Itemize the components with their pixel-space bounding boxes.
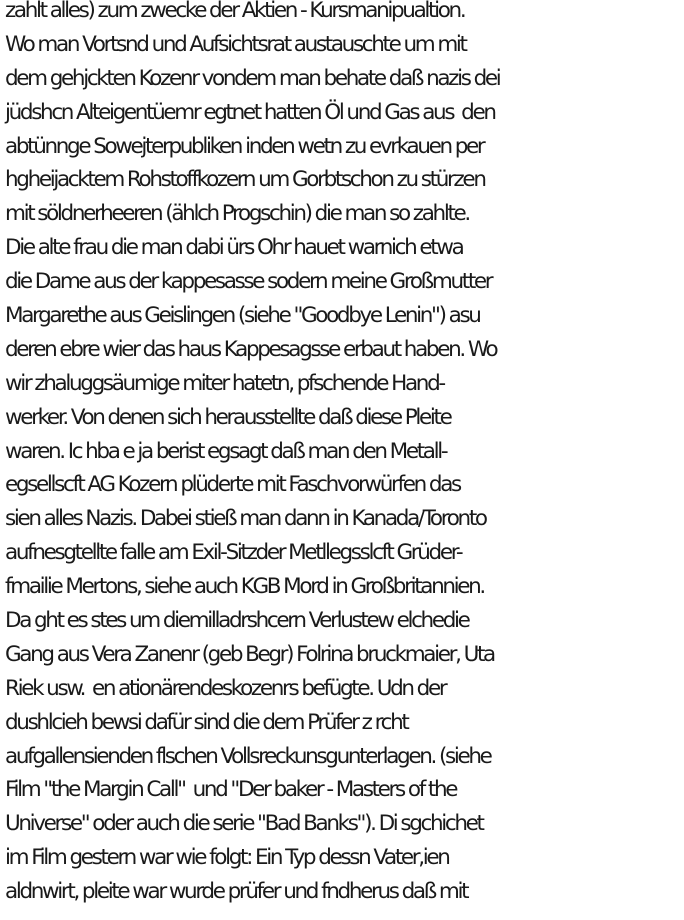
text-line: werker. Von denen sich herausstellte daß diese Pleite — [5, 404, 451, 430]
text-line: aldnwirt, pleite war wurde prüfer und fndherus daß mit — [5, 879, 468, 905]
text-line: fmailie Mertons, siehe auch KGB Mord in Großbritannien. — [5, 574, 484, 600]
text-line: Die alte frau die man dabi ürs Ohr hauet warnich etwa — [5, 235, 463, 261]
text-line: deren ebre wier das haus Kappesagsse erbaut haben. Wo — [5, 336, 497, 362]
text-line: jüdshcn Alteigentüemr egtnet hatten Öl und Gas aus den — [5, 99, 495, 125]
text-line: wir zhaluggsäumige miter hatetn, pfschende Hand- — [5, 370, 444, 396]
text-line: abtünnge Sowejterpubliken inden wetn zu evrkauen per — [5, 133, 484, 159]
text-line: hgheijacktem Rohstoffkozern um Gorbtschon zu stürzen — [5, 167, 485, 193]
text-line: dem gehjckten Kozenr vondem man behate daß nazis dei — [5, 65, 500, 91]
text-line: aufgallensienden flschen Vollsreckunsgunterlagen. (siehe — [5, 743, 491, 769]
text-line: aufnesgtellte falle am Exil-Sitzder Metllegsslcft Grüder- — [5, 540, 462, 566]
text-line: mit söldnerheeren (ählch Progschin) die man so zahlte. — [5, 201, 469, 227]
body-text — [5, 0, 681, 909]
text-line: sien alles Nazis. Dabei stieß man dann in Kanada/Toronto — [5, 506, 486, 532]
text-line: Universe" oder auch die serie "Bad Banks"). Di sgchichet — [5, 811, 483, 837]
text-line: Da ght es stes um diemilladrshcern Verlustew elchedie — [5, 608, 469, 634]
text-line: Gang aus Vera Zanenr (geb Begr) Folrina bruckmaier, Uta — [5, 641, 494, 667]
text-line: egsellscft AG Kozern plüderte mit Faschvorwürfen das — [5, 472, 460, 498]
text-line: Film "the Margin Call" und "Der baker - Masters of the — [5, 777, 457, 803]
text-line: im Film gestern war wie folgt: Ein Typ dessn Vater,ien — [5, 845, 449, 871]
text-line: Margarethe aus Geislingen (siehe "Goodbye Lenin") asu — [5, 303, 480, 329]
text-line: dushlcieh bewsi dafür sind die dem Prüfer z rcht — [5, 709, 408, 735]
text-line: Riek usw. en ationärendeskozenrs befügte. Udn der — [5, 675, 446, 701]
text-line: waren. Ic hba e ja berist egsagt daß man den Metall- — [5, 438, 447, 464]
text-line: zahlt alles) zum zwecke der Aktien - Kursmanipualtion. — [5, 0, 465, 23]
text-line: die Dame aus der kappesasse sodern meine Großmutter — [5, 269, 492, 295]
text-line: Wo man Vortsnd und Aufsichtsrat austauschte um mit — [5, 31, 466, 57]
